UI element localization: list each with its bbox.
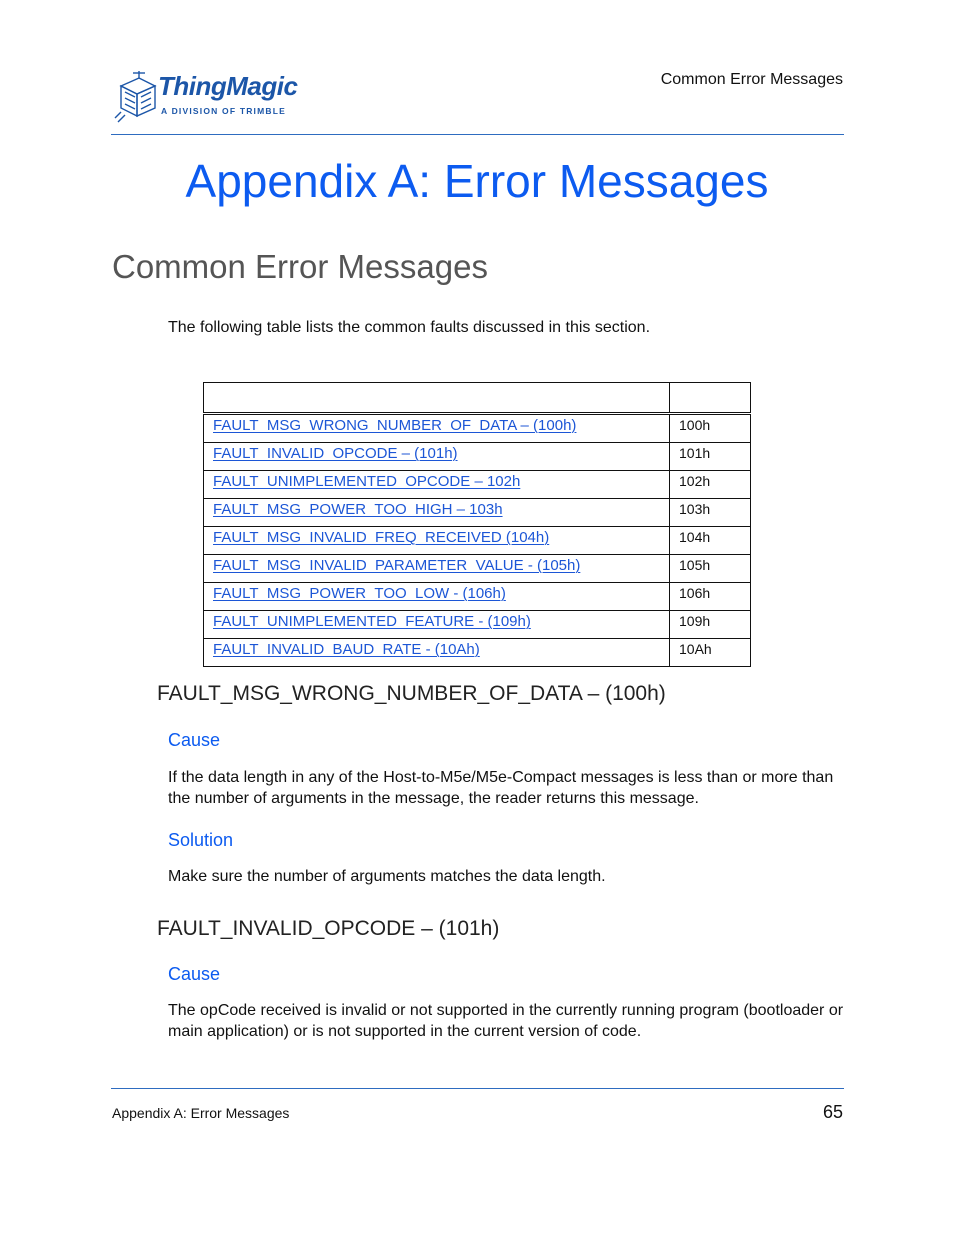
- fault-code: 106h: [670, 583, 751, 611]
- header-cell-code: [670, 383, 751, 414]
- fault-link[interactable]: FAULT_MSG_INVALID_FREQ_RECEIVED (104h): [213, 529, 550, 546]
- fault-heading-101h: FAULT_INVALID_OPCODE – (101h): [157, 917, 500, 940]
- fault-table: [203, 382, 751, 667]
- table-row: [204, 527, 751, 555]
- table-header-row: [204, 383, 751, 414]
- fault-code: 10Ah: [670, 639, 751, 667]
- table-row: [204, 583, 751, 611]
- fault-code: 104h: [670, 527, 751, 555]
- solution-paragraph: Make sure the number of arguments matches the data length.: [168, 868, 606, 885]
- fault-link[interactable]: FAULT_MSG_POWER_TOO_LOW - (106h): [213, 585, 506, 602]
- fault-code: 101h: [670, 443, 751, 471]
- fault-link[interactable]: FAULT_MSG_INVALID_PARAMETER_VALUE - (105h): [213, 557, 581, 574]
- header-divider: [111, 134, 844, 135]
- chapter-title: Appendix A: Error Messages: [185, 155, 769, 207]
- page-number: 65: [822, 1102, 843, 1122]
- table-row: [204, 414, 751, 443]
- fault-link[interactable]: FAULT_MSG_WRONG_NUMBER_OF_DATA – (100h): [213, 417, 577, 434]
- fault-code: 109h: [670, 611, 751, 639]
- table-row: [204, 611, 751, 639]
- table-row: [204, 443, 751, 471]
- fault-link[interactable]: FAULT_INVALID_OPCODE – (101h): [213, 445, 458, 462]
- cause-heading: Cause: [168, 964, 221, 984]
- table-row: [204, 555, 751, 583]
- fault-link[interactable]: FAULT_MSG_POWER_TOO_HIGH – 103h: [213, 501, 503, 518]
- fault-code: 103h: [670, 499, 751, 527]
- logo-tagline: A DIVISION OF TRIMBLE: [161, 106, 286, 116]
- footer-divider: [111, 1088, 844, 1089]
- solution-heading: Solution: [168, 830, 234, 850]
- table-row: [204, 499, 751, 527]
- cause-paragraph: If the data length in any of the Host-to-M5e/M5e-Compact messages is less than or more than the number of arguments in the message, the reader returns this message.: [168, 769, 834, 807]
- fault-heading-100h: FAULT_MSG_WRONG_NUMBER_OF_DATA – (100h): [157, 682, 666, 705]
- footer-title: Appendix A: Error Messages: [112, 1105, 290, 1121]
- table-row: [204, 471, 751, 499]
- fault-link[interactable]: FAULT_INVALID_BAUD_RATE - (10Ah): [213, 641, 480, 658]
- fault-link[interactable]: FAULT_UNIMPLEMENTED_OPCODE – 102h: [213, 473, 521, 490]
- fault-code: 102h: [670, 471, 751, 499]
- fault-code: 105h: [670, 555, 751, 583]
- running-header: Common Error Messages: [660, 71, 843, 88]
- cause-heading: Cause: [168, 730, 221, 750]
- logo-wordmark: ThingMagic: [158, 71, 298, 101]
- intro-paragraph: The following table lists the common faults discussed in this section.: [168, 319, 651, 336]
- fault-code: 100h: [670, 414, 751, 443]
- section-title: Common Error Messages: [112, 248, 488, 285]
- header-cell-name: [204, 383, 670, 414]
- cause-paragraph: The opCode received is invalid or not supported in the currently running program (bootloader or main application) or is not supported in the current version of code.: [168, 1002, 844, 1040]
- fault-link[interactable]: FAULT_UNIMPLEMENTED_FEATURE - (109h): [213, 613, 531, 630]
- table-row: [204, 639, 751, 667]
